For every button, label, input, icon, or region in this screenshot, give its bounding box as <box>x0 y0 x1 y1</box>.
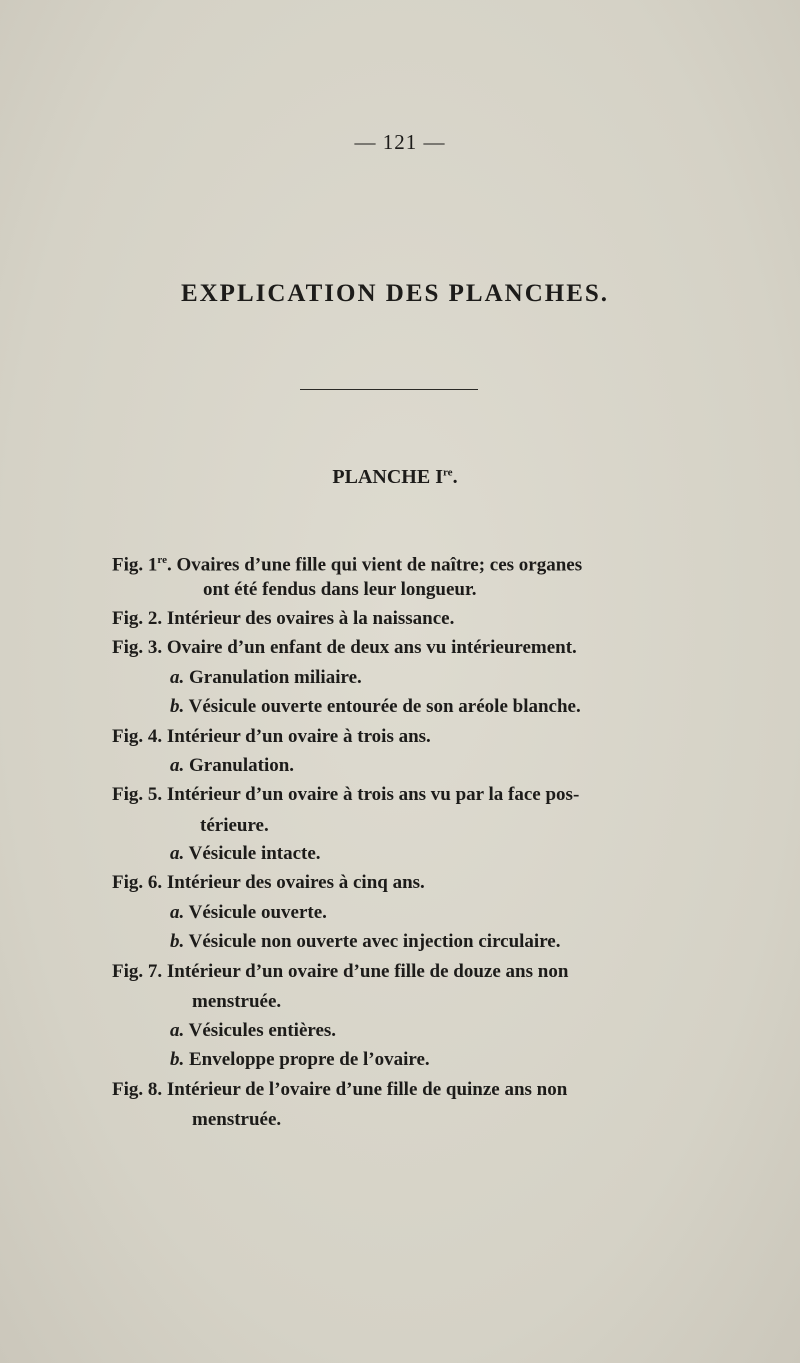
entry-text: Granulation miliaire. <box>184 667 362 688</box>
figure-entry <box>112 957 568 987</box>
sub-letter: a. <box>170 667 185 688</box>
sub-entry <box>170 839 321 869</box>
figure-label: Fig. 8. <box>112 1079 163 1100</box>
plate-label-sup: re <box>443 466 453 479</box>
entry-continuation: ont été fendus dans leur longueur. <box>203 579 477 600</box>
entry-text: Intérieur de l’ovaire d’une fille de quinze ans non <box>162 1079 568 1100</box>
divider-rule <box>300 389 478 390</box>
entry-text: Intérieur d’un ovaire d’une fille de douze ans non <box>162 961 569 982</box>
plate-title <box>0 466 790 489</box>
entry-continuation: térieure. <box>200 815 269 836</box>
sub-letter: b. <box>170 696 185 717</box>
entry-text: Enveloppe propre de l’ovaire. <box>184 1049 430 1070</box>
figure-entry <box>112 868 425 898</box>
figure-label: Fig. 3. <box>112 637 163 658</box>
main-title: EXPLICATION DES PLANCHES. <box>180 280 610 307</box>
sub-entry <box>170 663 362 693</box>
sub-entry <box>170 1045 430 1075</box>
entry-text: Vésicules entières. <box>184 1020 337 1041</box>
figure-entry <box>112 780 579 810</box>
figure-label-sup: re <box>157 554 167 566</box>
entry-text: Vésicule ouverte. <box>184 902 327 923</box>
entry-text: Intérieur des ovaires à cinq ans. <box>162 872 425 893</box>
sub-letter: a. <box>170 755 185 776</box>
entry-text: Intérieur des ovaires à la naissance. <box>162 608 455 629</box>
entry-text: Vésicule ouverte entourée de son aréole blanche. <box>184 696 581 717</box>
entry-text: Intérieur d’un ovaire à trois ans. <box>162 726 431 747</box>
sub-entry <box>170 692 581 722</box>
entry-text: . Ovaires d’une fille qui vient de naître; ces organes <box>166 554 583 576</box>
entry-text: Intérieur d’un ovaire à trois ans vu par la face pos- <box>162 784 580 805</box>
figure-label: Fig. 7. <box>112 961 163 982</box>
sub-letter: a. <box>170 843 185 864</box>
figure-label: Fig. 4. <box>112 726 163 747</box>
entry-text: Ovaire d’un enfant de deux ans vu intérieurement. <box>162 637 577 658</box>
figure-entry <box>112 1075 567 1105</box>
figure-entry <box>112 633 577 663</box>
figure-entry <box>112 545 582 580</box>
sub-entry <box>170 1016 336 1046</box>
sub-letter: a. <box>170 1020 185 1041</box>
entry-text: Granulation. <box>184 755 295 776</box>
figure-entry <box>112 604 454 634</box>
entry-text: Vésicule non ouverte avec injection circulaire. <box>184 931 561 952</box>
figure-label: Fig. 5. <box>112 784 163 805</box>
entry-text: Vésicule intacte. <box>184 843 321 864</box>
entry-continuation: menstruée. <box>192 1109 282 1130</box>
sub-entry <box>170 927 560 957</box>
sub-entry <box>170 898 327 928</box>
plate-label: PLANCHE I <box>332 466 443 488</box>
figure-entry <box>112 722 431 752</box>
sub-letter: a. <box>170 902 185 923</box>
figure-label: Fig. 1 <box>112 554 158 576</box>
page-number: — 121 — <box>354 130 446 154</box>
figure-label: Fig. 6. <box>112 872 163 893</box>
sub-entry <box>170 751 294 781</box>
sub-letter: b. <box>170 1049 185 1070</box>
sub-letter: b. <box>170 931 185 952</box>
figure-label: Fig. 2. <box>112 608 163 629</box>
entry-continuation: menstruée. <box>192 991 282 1012</box>
plate-label-end: . <box>452 466 458 488</box>
